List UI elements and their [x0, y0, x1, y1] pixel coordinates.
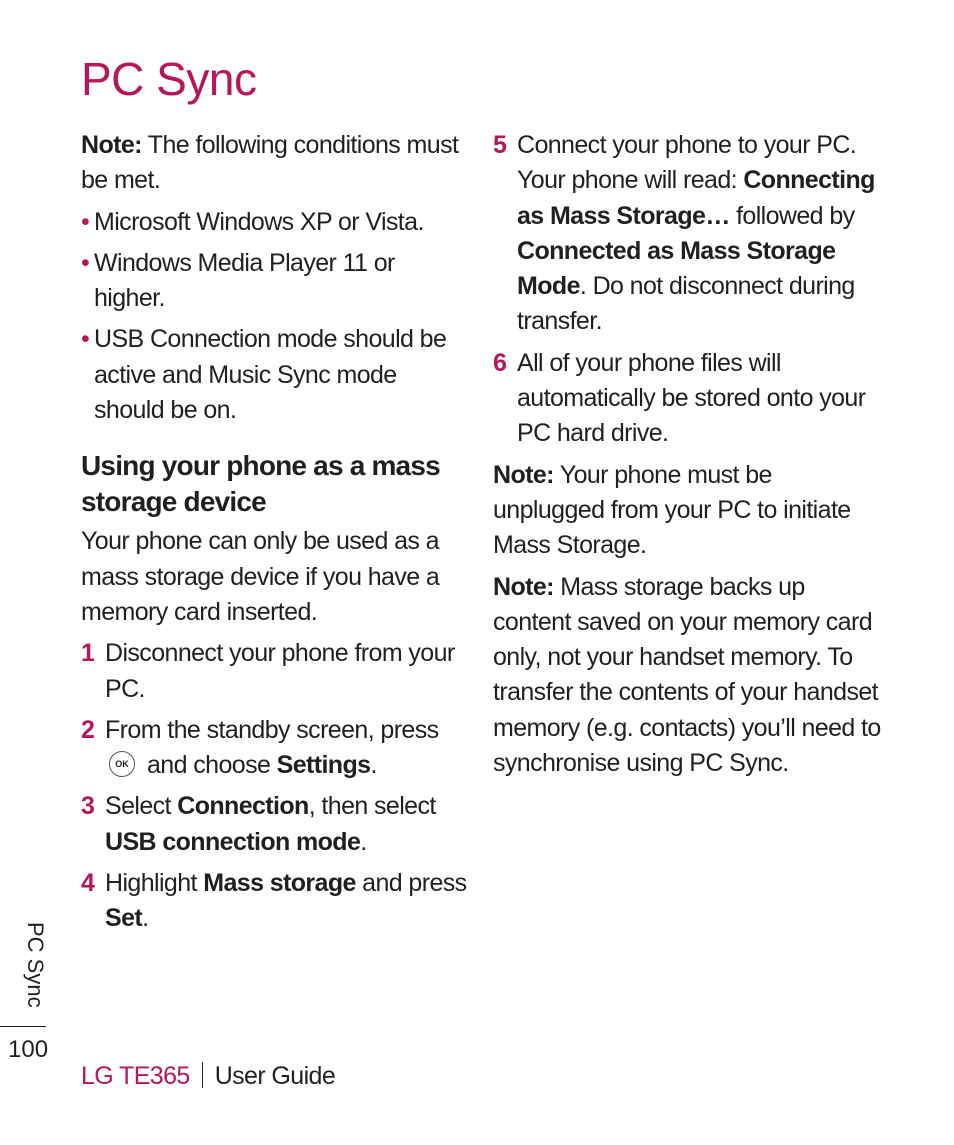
footer [81, 1062, 335, 1091]
bullet-item [81, 205, 467, 240]
bullet-text: Windows Media Player 11 or higher. [94, 248, 395, 313]
bullet-item [81, 322, 467, 428]
bullet-text: Microsoft Windows XP or Vista. [94, 207, 424, 236]
note-text: The following conditions must be met. [81, 131, 459, 195]
step-bold: Settings [276, 751, 371, 780]
step-number: 4 [81, 869, 95, 898]
note-label: Note: [493, 572, 554, 601]
footer-guide: User Guide [214, 1062, 336, 1090]
bullet-marker: • [81, 325, 90, 354]
step-2 [81, 713, 467, 784]
step-6 [493, 346, 883, 452]
step-text: Disconnect your phone from your PC. [105, 639, 455, 703]
step-text: and press [355, 869, 467, 898]
conditions-note [81, 128, 467, 199]
step-text: . [370, 751, 377, 780]
side-section-label: PC Sync [23, 922, 48, 1008]
step-text: Select [105, 792, 178, 821]
step-number: 3 [81, 792, 95, 821]
step-text: . [142, 904, 149, 933]
step-bold: Connected as Mass Storage Mode [517, 236, 836, 301]
step-bold: Set [105, 904, 143, 933]
step-text: From the standby screen, press [105, 715, 439, 744]
mass-storage-note [493, 570, 883, 782]
step-4 [81, 866, 467, 937]
step-text: Highlight [105, 869, 204, 898]
note-text: Your phone must be unplugged from your PC to initiate Mass Storage. [493, 460, 851, 560]
step-text: . Do not disconnect during transfer. [517, 272, 855, 336]
step-text: followed by [729, 201, 855, 230]
step-3 [81, 789, 467, 860]
right-column [493, 128, 883, 787]
bullet-marker: • [81, 248, 90, 277]
note-label: Note: [493, 460, 554, 489]
step-1 [81, 636, 467, 707]
note-text: Mass storage backs up content saved on your memory card only, not your handset memory. To transfer the contents of your handset memory (e.g. contacts) you’ll need to synchronise using PC Sync. [493, 572, 881, 778]
step-text: Connect your phone to your PC. Your phone will read: [517, 131, 857, 195]
side-divider [0, 1026, 46, 1027]
note-label: Note: [81, 131, 142, 159]
step-bold: USB connection mode [105, 827, 361, 856]
step-bold: Mass storage [203, 869, 356, 898]
step-5 [493, 128, 883, 340]
step-number: 5 [493, 131, 507, 159]
unplug-note [493, 458, 883, 564]
bullet-text: USB Connection mode should be active and Music Sync mode should be on. [94, 325, 447, 425]
step-number: 6 [493, 348, 507, 377]
step-text: and choose [147, 751, 277, 780]
ok-key-icon: OK [109, 751, 135, 777]
bullet-marker: • [81, 207, 90, 236]
step-text: All of your phone files will automatically be stored onto your PC hard drive. [517, 348, 866, 448]
section-intro: Your phone can only be used as a mass storage device if you have a memory card inserted. [81, 527, 440, 626]
footer-divider [202, 1062, 203, 1088]
footer-model: LG TE365 [81, 1062, 190, 1090]
step-bold: Connection [177, 792, 309, 821]
step-number: 2 [81, 715, 95, 744]
section-heading: Using your phone as a mass storage device [81, 450, 440, 518]
page-title: PC Sync [81, 53, 257, 105]
bullet-item [81, 246, 467, 317]
step-number: 1 [81, 639, 95, 668]
step-text: , then select [308, 792, 436, 821]
left-column [81, 128, 467, 943]
page-number: 100 [8, 1036, 49, 1063]
step-bold: Connecting as Mass Storage… [517, 166, 875, 230]
step-text: . [360, 827, 367, 856]
